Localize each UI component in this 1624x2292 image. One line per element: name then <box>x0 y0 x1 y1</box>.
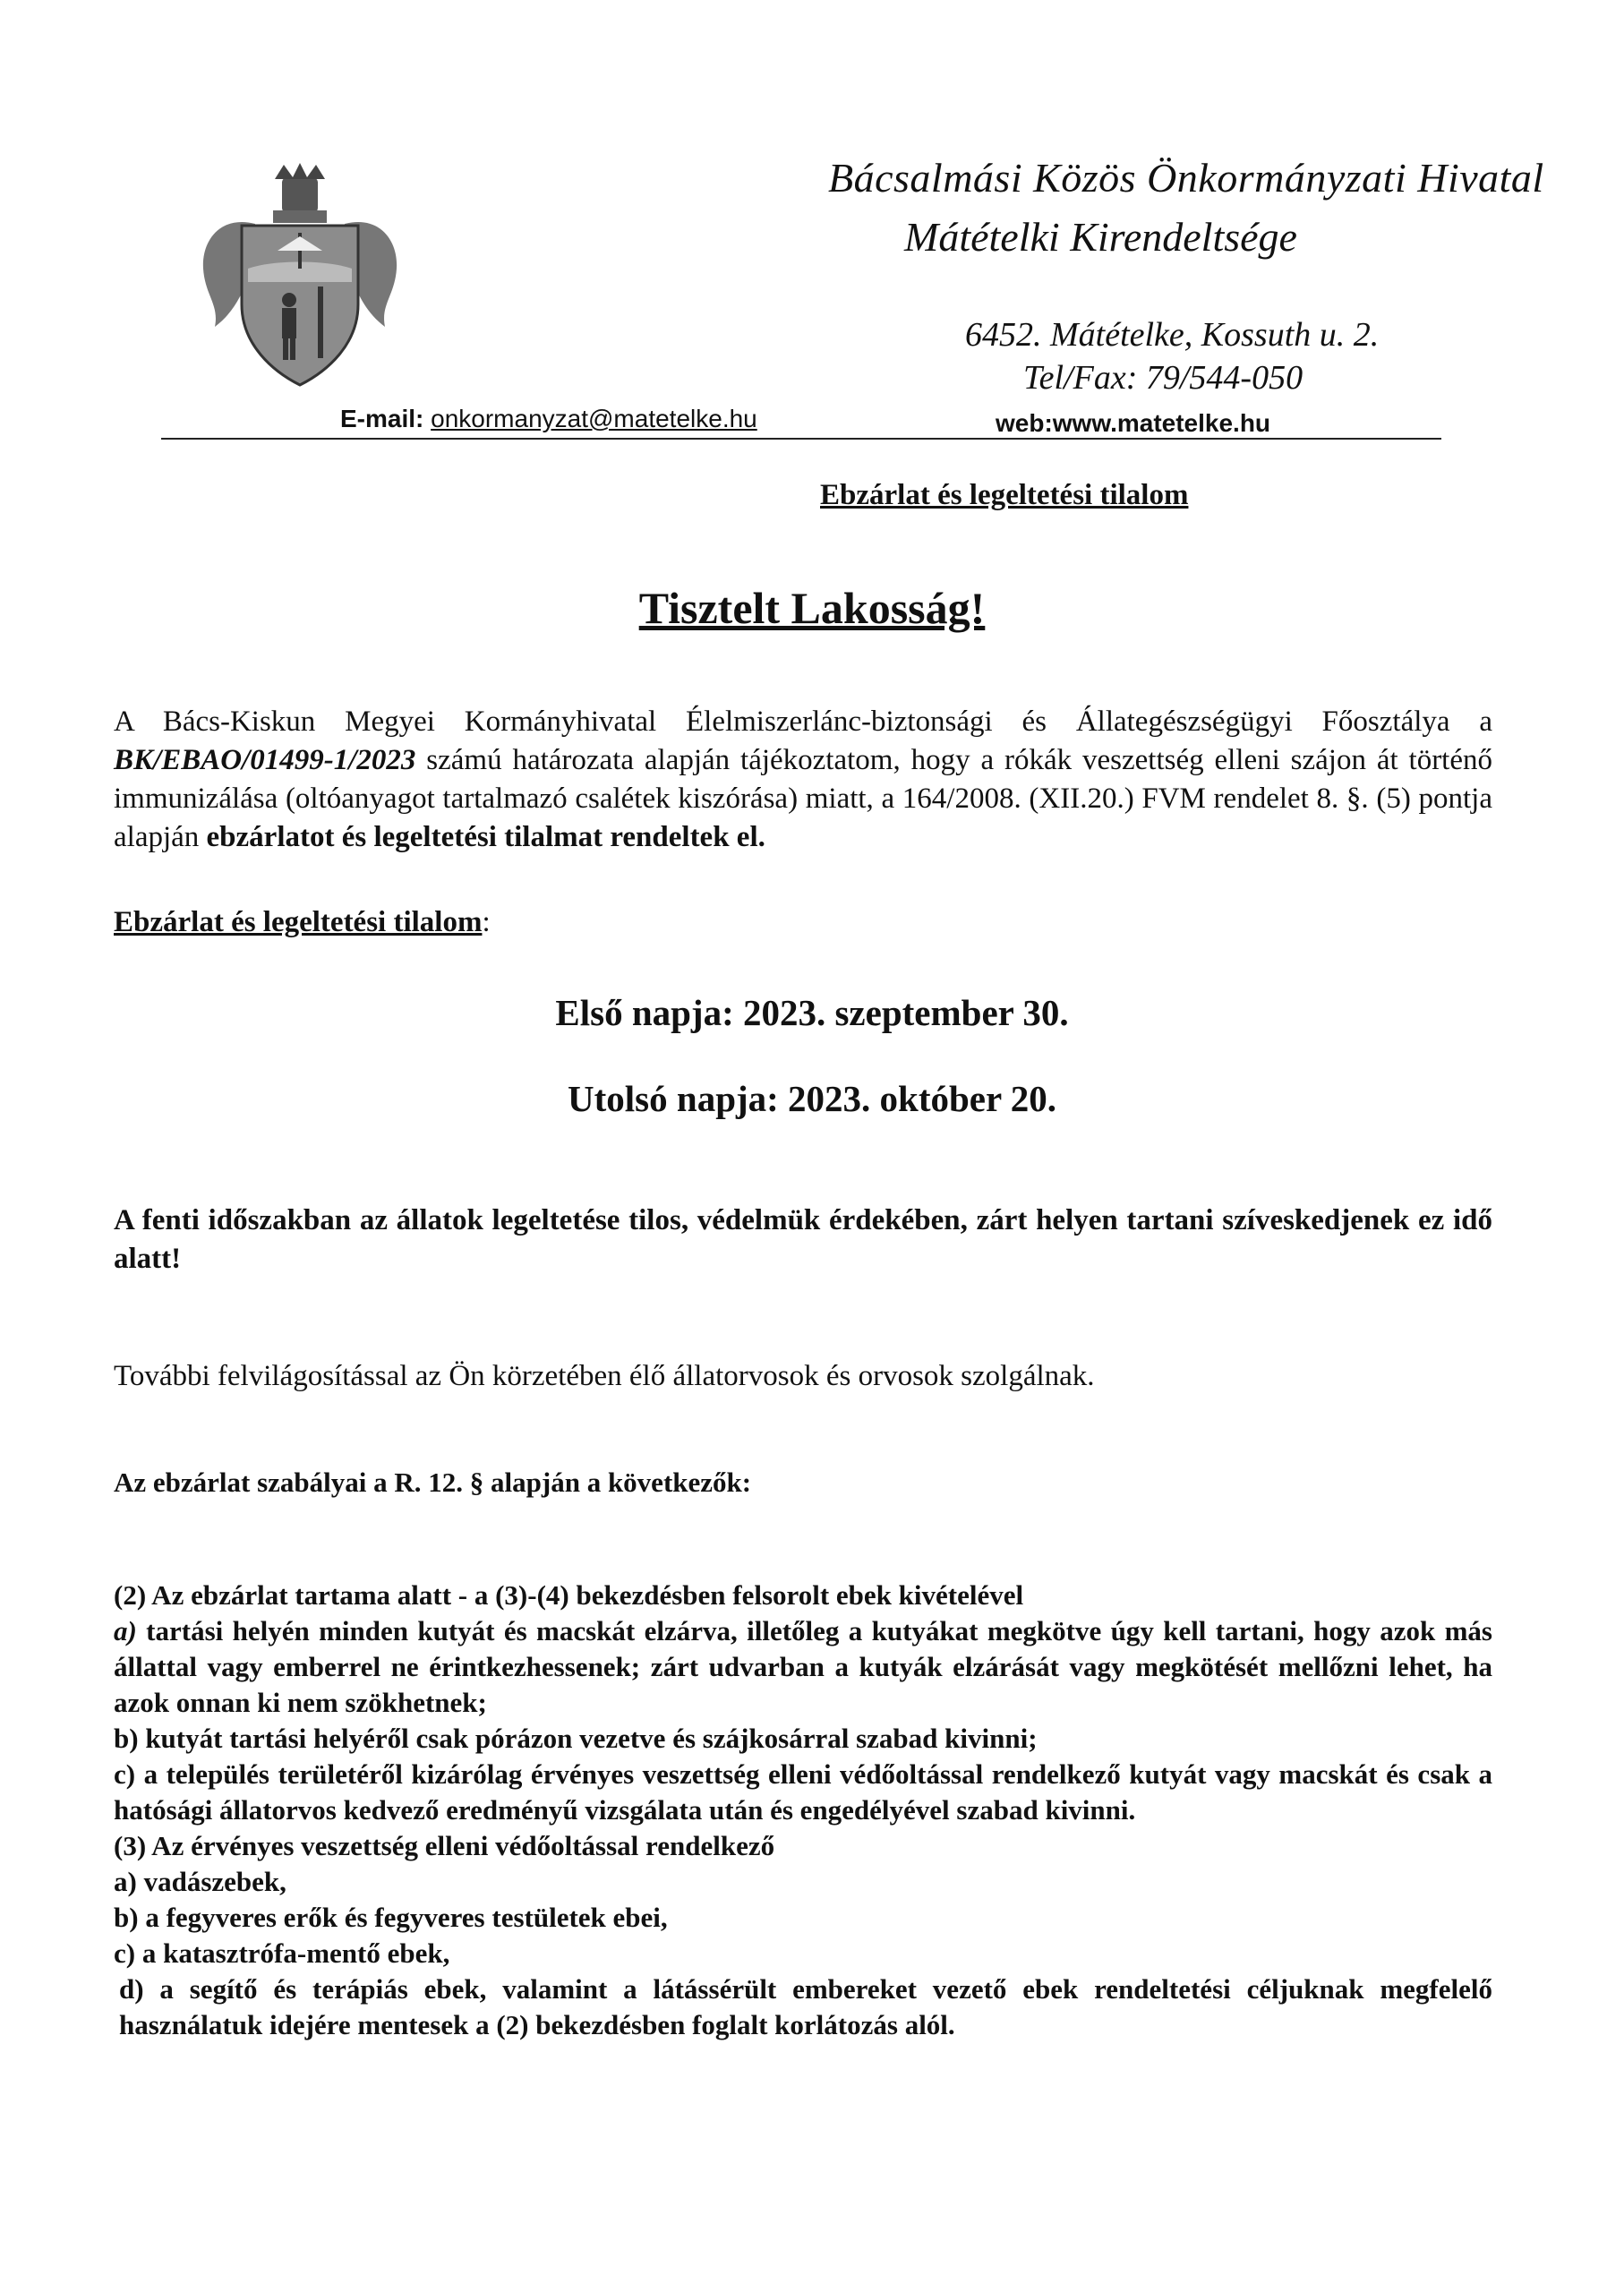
email-line <box>340 405 757 433</box>
warning-paragraph: A fenti időszakban az állatok legeltetése tilos, védelmük érdekében, zárt helyen tartani szíveskedjenek ez idő alatt! <box>114 1204 1492 1275</box>
rule-p2-intro: (2) Az ebzárlat tartama alatt - a (3)-(4) bekezdésben felsorolt ebek kivételével <box>114 1579 1024 1611</box>
rule-p3-a: a) vadászebek, <box>114 1866 286 1897</box>
office-title: Bácsalmási Közös Önkormányzati Hivatal <box>828 155 1544 201</box>
rule-p3-b: b) a fegyveres erők és fegyveres testületek ebei, <box>114 1902 668 1933</box>
greeting-heading: Tisztelt Lakosság! <box>638 583 986 633</box>
office-telfax: Tel/Fax: 79/544-050 <box>1023 359 1303 397</box>
rule-p2-c: c) a település területéről kizárólag érvényes veszettség elleni védőoltással rendelkező kutyát vagy macskát és csak a hatósági állatorvos kedvező eredményű vizsgálata után és engedélyével szabad kivinni. <box>114 1758 1492 1826</box>
last-day: Utolsó napja: 2023. október 20. <box>568 1078 1056 1119</box>
coat-of-arms-icon <box>192 161 407 389</box>
email-link[interactable]: onkormanyzat@matetelke.hu <box>431 405 757 432</box>
header-divider <box>161 438 1441 440</box>
rule-a-text: tartási helyén minden kutyát és macskát elzárva, illetőleg a kutyákat megkötve úgy kell tartani, hogy azok más állattal vagy emberrel ne érintkezhessenek; zárt udvarban a kutyák elzárását vagy megkötését mellőzni lehet, ha azok onnan ki nem szökhetnek; <box>114 1615 1492 1718</box>
section-label-text: Ebzárlat és legeltetési tilalom <box>114 906 483 938</box>
rule-p3-intro: (3) Az érvényes veszettség elleni védőoltással rendelkező <box>114 1830 775 1861</box>
rules-heading: Az ebzárlat szabályai a R. 12. § alapján a következők: <box>114 1467 752 1498</box>
rule-p3-c: c) a katasztrófa-mentő ebek, <box>114 1937 450 1969</box>
first-day: Első napja: 2023. szeptember 30. <box>555 992 1069 1033</box>
rules-list <box>114 1578 1492 2043</box>
subject-heading: Ebzárlat és legeltetési tilalom <box>820 479 1189 511</box>
section-label-colon: : <box>482 906 491 938</box>
intro-paragraph <box>114 703 1492 857</box>
intro-part2: számú határozata alapján tájékoztatom, hogy a rókák veszettség elleni szájon át történő immunizálása (oltóanyagot tartalmazó csalétek kiszórása) miatt, a 164/2008. (XII.20.) FVM rendelet 8. §. (5) pontja alapján <box>114 744 1492 853</box>
intro-bold-end: ebzárlatot és legeltetési tilalmat rendeltek el. <box>206 821 765 853</box>
decision-reference: BK/EBAO/01499-1/2023 <box>114 744 416 776</box>
rule-p2-b: b) kutyát tartási helyéről csak pórázon vezetve és szájkosárral szabad kivinni; <box>114 1723 1038 1754</box>
office-subtitle: Mátételki Kirendeltsége <box>904 214 1297 260</box>
rule-p3-d: d) a segítő és terápiás ebek, valamint a látássérült embereket vezető ebek rendeltetési céljuknak megfelelő használatuk idejére mentesek a (2) bekezdésben foglalt korlátozás alól. <box>119 1973 1492 2040</box>
email-label: E-mail: <box>340 405 424 432</box>
rule-a-marker: a) <box>114 1615 137 1646</box>
rule-p2-a <box>114 1613 1492 1721</box>
web-link[interactable]: web:www.matetelke.hu <box>996 409 1271 437</box>
info-paragraph: További felvilágosítással az Ön körzetében élő állatorvosok és orvosok szolgálnak. <box>114 1360 1095 1392</box>
office-address: 6452. Mátételke, Kossuth u. 2. <box>965 316 1380 354</box>
intro-part1: A Bács-Kiskun Megyei Kormányhivatal Élelmiszerlánc-biztonsági és Állategészségügyi Főosztálya a <box>114 706 1492 738</box>
section-label <box>114 906 491 939</box>
